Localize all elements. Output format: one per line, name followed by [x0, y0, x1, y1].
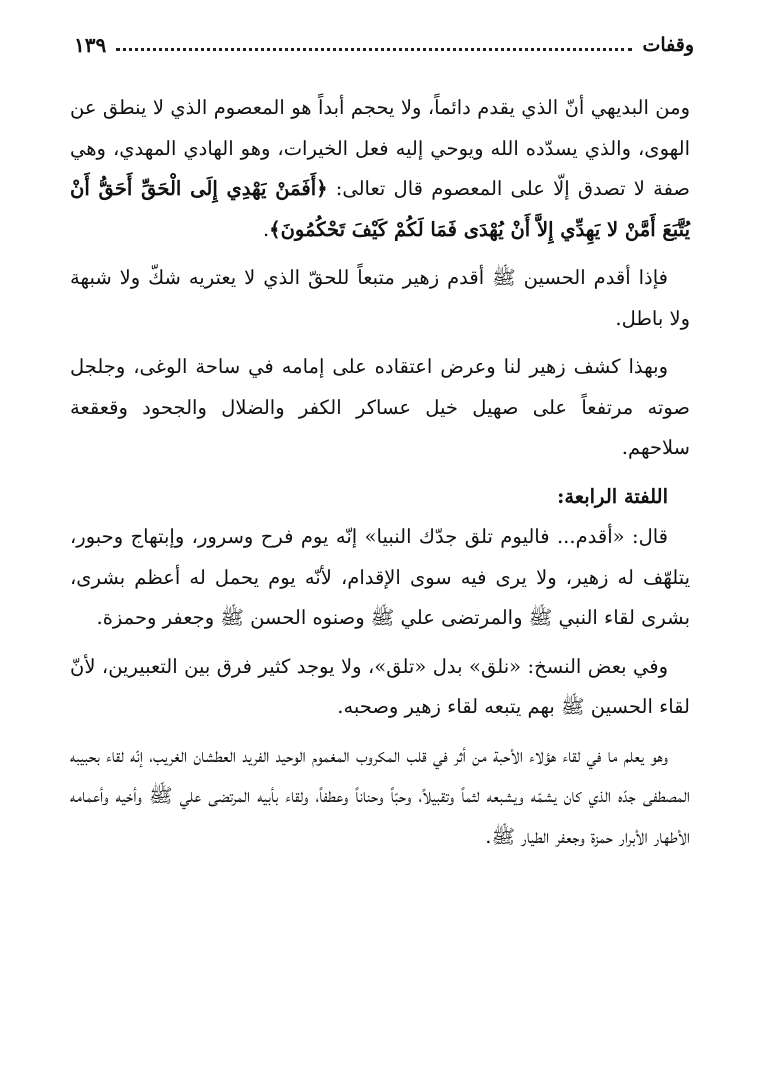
page-header — [74, 30, 694, 60]
paragraph-1-end: . — [262, 217, 270, 241]
page-number: ١٣٩ — [74, 33, 107, 57]
paragraph-1-text: ومن البديهي أنّ الذي يقدم دائماً، ولا يحجم أبداً هو المعصوم الذي لا ينطق عن الهوى، والذي يسدّده الله ويوحي إليه فعل الخيرات، وهو الهادي المهدي، وهي صفة لا تصدق إلّا على المعصوم قال تعالى: — [70, 96, 690, 200]
paragraph-6: وهو يعلم ما في لقاء هؤلاء الأحبة من أثر في قلب المكروب المغموم الوحيد الفريد العطشان الغريب، إنّه لقاء بحبيبه المصطفى جدّه الذي كان يشمّه ويشبعه لثماً وتقبيلاً، وحبّاً وحناناً وعطفاً، ولقاء بأبيه المرتضى علي ﷺ وأخيه وأعمامه الأطهار الأبرار حمزة وجعفر الطيار ﷺ. — [70, 743, 690, 848]
quran-verse: ﴿أَفَمَنْ يَهْدِي إِلَى الْحَقِّ أَحَقُّ أَنْ يُتَّبَعَ أَمَّنْ لا يَهِدِّي إِلاَّ أَنْ يُهْدَى فَمَا لَكُمْ كَيْفَ تَحْكُمُونَ﴾ — [70, 177, 690, 241]
paragraph-5: وفي بعض النسخ: «نلق» بدل «تلق»، ولا يوجد كثير فرق بين التعبيرين، لأنّ لقاء الحسين ﷺ بهم يتبعه لقاء زهير وصحبه. — [70, 654, 690, 718]
running-title: وقفات — [642, 34, 694, 56]
paragraph-1 — [70, 88, 690, 250]
dotted-leader — [116, 48, 632, 51]
paragraph-2: فإذا أقدم الحسين ﷺ أقدم زهير متبعاً للحقّ الذي لا يعتريه شكّ ولا شبهة ولا باطل. — [70, 266, 690, 330]
paragraph-4: قال: «أقدم... فاليوم تلق جدّك النبيا» إنّه يوم فرح وسرور، وإبتهاج وحبور، يتلهّف له زهير، ولا يرى فيه سوى الإقدام، لأنّه يوم يحمل له أعظم بشرى، بشرى لقاء النبي ﷺ والمرتضى علي ﷺ وصنوه الحسن ﷺ وجعفر وحمزة. — [70, 525, 691, 629]
section-heading: اللفتة الرابعة: — [557, 484, 668, 508]
body-text — [70, 88, 690, 865]
paragraph-3: وبهذا كشف زهير لنا وعرض اعتقاده على إمامه في ساحة الوغى، وجلجل صوته مرتفعاً على صهيل خيل عساكر الكفر والضلال والجحود وقعقعة سلاحهم. — [70, 355, 690, 459]
